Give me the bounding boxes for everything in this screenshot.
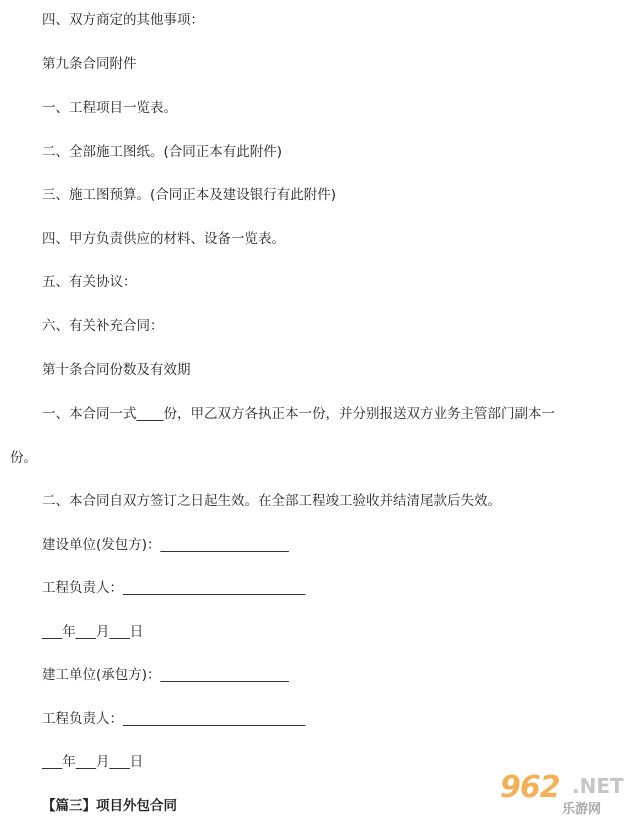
employer-date-line: ___年___月___日 xyxy=(42,624,144,640)
contractor-date-line: ___年___月___日 xyxy=(42,754,144,770)
attachment-item-3: 三、施工图预算。(合同正本及建设银行有此附件) xyxy=(42,187,337,203)
employer-project-manager-line: 工程负责人：___________________________ xyxy=(42,580,306,596)
watermark-number: 962 xyxy=(500,770,560,805)
watermark-name: 乐游网 xyxy=(562,802,602,817)
next-article-heading: 【篇三】项目外包合同 xyxy=(42,798,177,814)
section-four-other-matters: 四、双方商定的其他事项： xyxy=(42,12,204,28)
attachment-item-6: 六、有关补充合同： xyxy=(42,318,164,334)
attachment-item-5: 五、有关协议： xyxy=(42,274,137,290)
attachment-item-1: 一、工程项目一览表。 xyxy=(42,100,177,116)
validity-clause: 二、本合同自双方签订之日起生效。在全部工程竣工验收并结清尾款后失效。 xyxy=(42,493,501,509)
contractor-signature-line: 建工单位(承包方)：___________________ xyxy=(42,667,289,683)
watermark-suffix: .NET xyxy=(572,774,624,798)
site-watermark-logo xyxy=(494,770,634,816)
article-nine-heading: 第九条合同附件 xyxy=(42,56,137,72)
article-ten-heading: 第十条合同份数及有效期 xyxy=(42,362,191,378)
contractor-project-manager-line: 工程负责人：___________________________ xyxy=(42,711,306,727)
copies-clause-line-2: 份。 xyxy=(10,450,37,466)
attachment-item-2: 二、全部施工图纸。(合同正本有此附件) xyxy=(42,144,283,160)
attachment-item-4: 四、甲方负责供应的材料、设备一览表。 xyxy=(42,231,285,247)
copies-clause-line-1: 一、本合同一式____份，甲乙双方各执正本一份，并分别报送双方业务主管部门副本一 xyxy=(42,406,555,422)
employer-signature-line: 建设单位(发包方)：___________________ xyxy=(42,537,289,553)
